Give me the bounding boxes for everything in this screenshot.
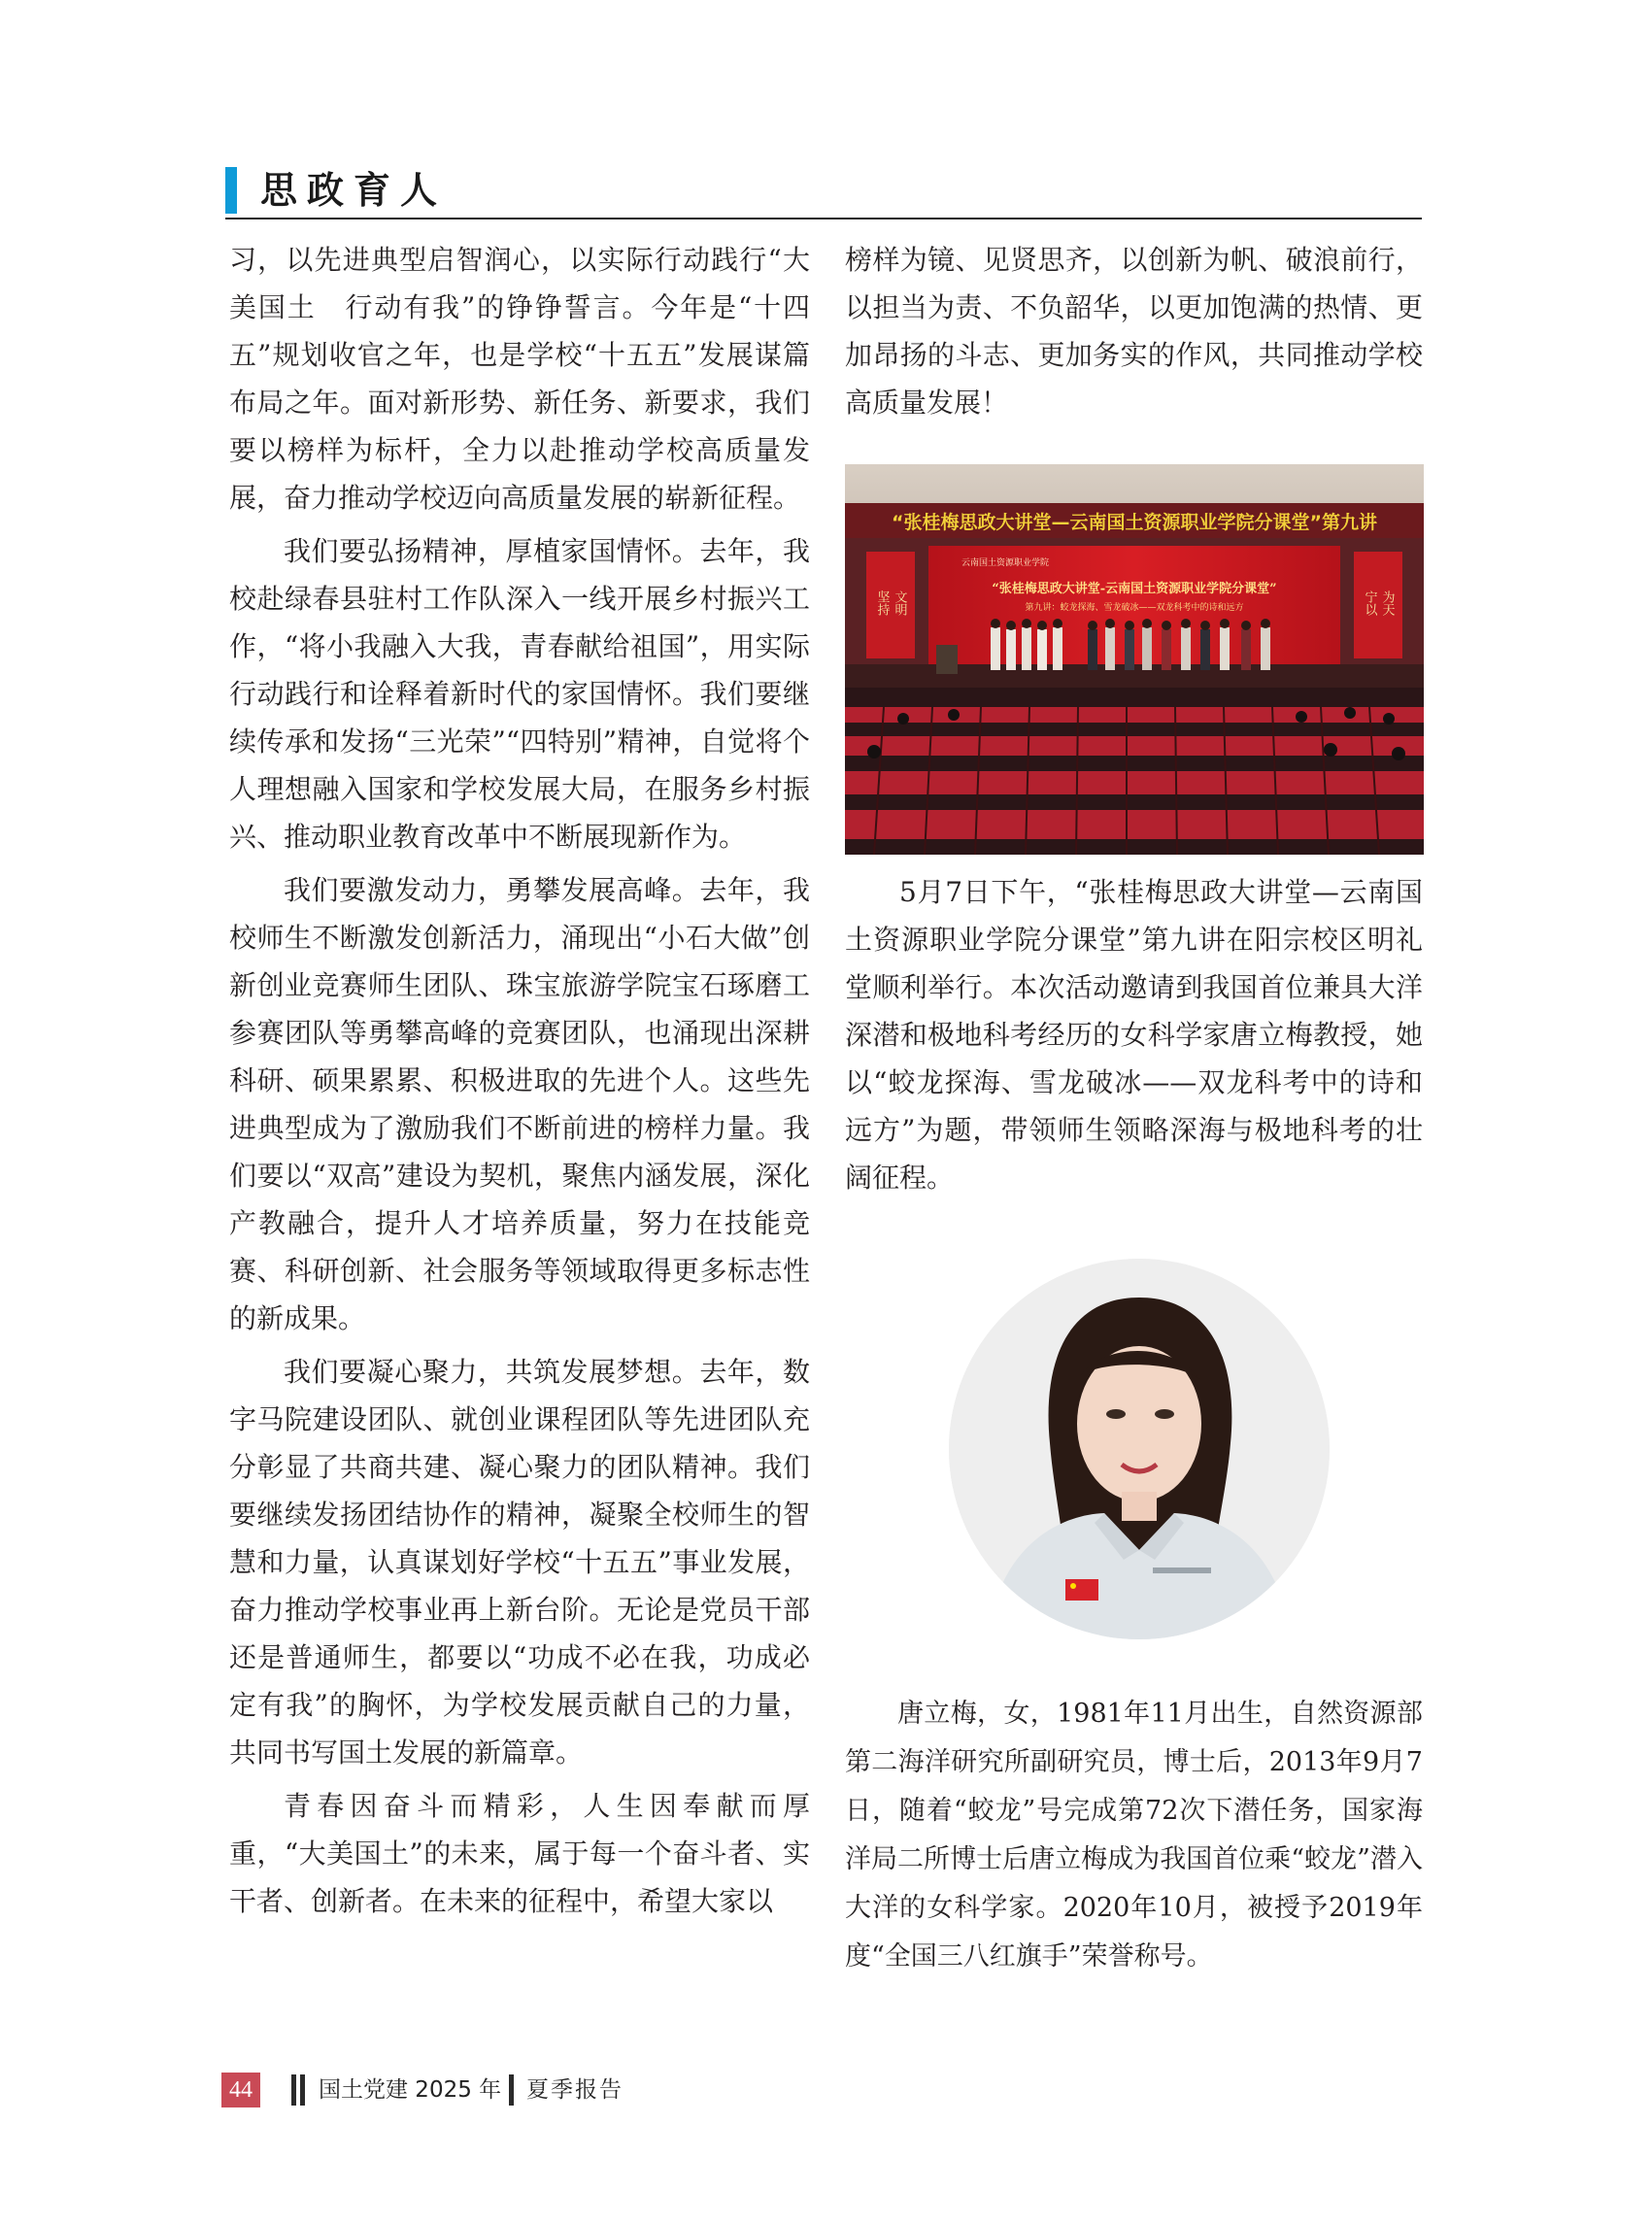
- footer-divider: [300, 2074, 305, 2106]
- caption-text: 5月7日下午，“张桂梅思政大讲堂—云南国土资源职业学院分课堂”第九讲在阳宗校区明礼堂顺利举行。本次活动邀请到我国首位兼具大洋深潜和极地科考经历的女科学家唐立梅教授，她以“蛟龙探海、雪龙破冰——双龙科考中的诗和远方”为题，带领师生领略深海与极地科考的壮阔征程。: [845, 876, 1423, 1194]
- left-pillar-text-b: 文明: [892, 590, 907, 616]
- footer-divider: [291, 2074, 296, 2106]
- screen-title: “张桂梅思政大讲堂-云南国土资源职业学院分课堂”: [992, 582, 1277, 596]
- screen-subtitle: 第九讲：蛟龙探海、雪龙破冰——双龙科考中的诗和远方: [1025, 603, 1244, 613]
- embroidery: [1153, 1568, 1211, 1573]
- issue-name: 夏季报告: [526, 2077, 624, 2103]
- section-accent-bar: [225, 167, 237, 214]
- paragraph: 习，以先进典型启智润心，以实际行动践行“大美国土 行动有我”的铮铮誓言。今年是“十四五”规划收官之年，也是学校“十五五”发展谋篇布局之年。面对新形势、新任务、新要求，我们要以榜样为标杆，全力以赴推动学校高质量发展，奋力推动学校迈向高质量发展的崭新征程。: [229, 244, 810, 514]
- right-pillar-text-a: 宁以: [1362, 590, 1377, 616]
- neck: [1122, 1492, 1157, 1521]
- auditorium-illustration: [845, 464, 1424, 855]
- event-photo: [845, 464, 1424, 855]
- left-eye: [1106, 1409, 1126, 1419]
- portrait-illustration: [949, 1259, 1330, 1639]
- banner-text: “张桂梅思政大讲堂—云南国土资源职业学院分课堂”第九讲: [892, 512, 1377, 533]
- left-pillar-screen: [866, 552, 915, 658]
- screen-logo: 云南国土资源职业学院: [961, 558, 1050, 568]
- portrait-photo: [949, 1259, 1330, 1639]
- page-footer: [221, 2073, 901, 2111]
- section-title: 思政育人: [260, 168, 448, 212]
- flag-badge: [1065, 1579, 1098, 1601]
- bio-text: 唐立梅，女，1981年11月出生，自然资源部第二海洋研究所副研究员，博士后，2013年9月7日，随着“蛟龙”号完成第72次下潜任务，国家海洋局二所博士后唐立梅成为我国首位乘“蛟龙”潜入大洋的女科学家。2020年10月，被授予2019年度“全国三八红旗手”荣誉称号。: [845, 1699, 1423, 1972]
- right-pillar-screen: [1354, 552, 1402, 658]
- left-pillar-text-a: 坚持: [874, 590, 890, 616]
- paragraph: 我们要弘扬精神，厚植家国情怀。去年，我校赴绿春县驻村工作队深入一线开展乡村振兴工作，“将小我融入大我，青春献给祖国”，用实际行动践行和诠释着新时代的家国情怀。我们要继续传承和发扬“三光荣”“四特别”精神，自觉将个人理想融入国家和学校发展大局，在服务乡村振兴、推动职业教育改革中不断展现新作为。: [229, 535, 810, 853]
- magazine-name: 国土党建 2025 年: [319, 2077, 502, 2103]
- paragraph: 我们要凝心聚力，共筑发展梦想。去年，数字马院建设团队、就创业课程团队等先进团队充分彰显了共商共建、凝心聚力的团队精神。我们要继续发扬团结协作的精神，凝聚全校师生的智慧和力量，认真谋划好学校“十五五”事业发展，奋力推动学校事业再上新台阶。无论是党员干部还是普通师生，都要以“功成不必在我，功成必定有我”的胸怀，为学校发展贡献自己的力量，共同书写国土发展的新篇章。: [229, 1356, 810, 1769]
- podium: [936, 645, 958, 674]
- footer-divider: [509, 2074, 514, 2106]
- event-caption: [845, 868, 1423, 1201]
- scientist-bio: [845, 1690, 1423, 1981]
- right-column-continuation: [845, 236, 1423, 432]
- page-number: 44: [221, 2073, 260, 2107]
- left-column: [229, 236, 810, 1931]
- right-eye: [1155, 1409, 1174, 1419]
- section-divider: [225, 218, 1422, 219]
- paragraph: 榜样为镜、见贤思齐，以创新为帆、破浪前行，以担当为责、不负韶华，以更加饱满的热情、更加昂扬的斗志、更加务实的作风，共同推动学校高质量发展！: [845, 244, 1423, 419]
- section-header: [225, 163, 1422, 219]
- paragraph: 青春因奋斗而精彩，人生因奉献而厚重，“大美国土”的未来，属于每一个奋斗者、实干者、创新者。在未来的征程中，希望大家以: [229, 1790, 810, 1917]
- right-pillar-text-b: 为天: [1379, 590, 1395, 616]
- paragraph: 我们要激发动力，勇攀发展高峰。去年，我校师生不断激发创新活力，涌现出“小石大做”创新创业竞赛师生团队、珠宝旅游学院宝石琢磨工参赛团队等勇攀高峰的竞赛团队，也涌现出深耕科研、硕果累累、积极进取的先进个人。这些先进典型成为了激励我们不断前进的榜样力量。我们要以“双高”建设为契机，聚焦内涵发展，深化产教融合，提升人才培养质量，努力在技能竞赛、科研创新、社会服务等领域取得更多标志性的新成果。: [229, 874, 810, 1334]
